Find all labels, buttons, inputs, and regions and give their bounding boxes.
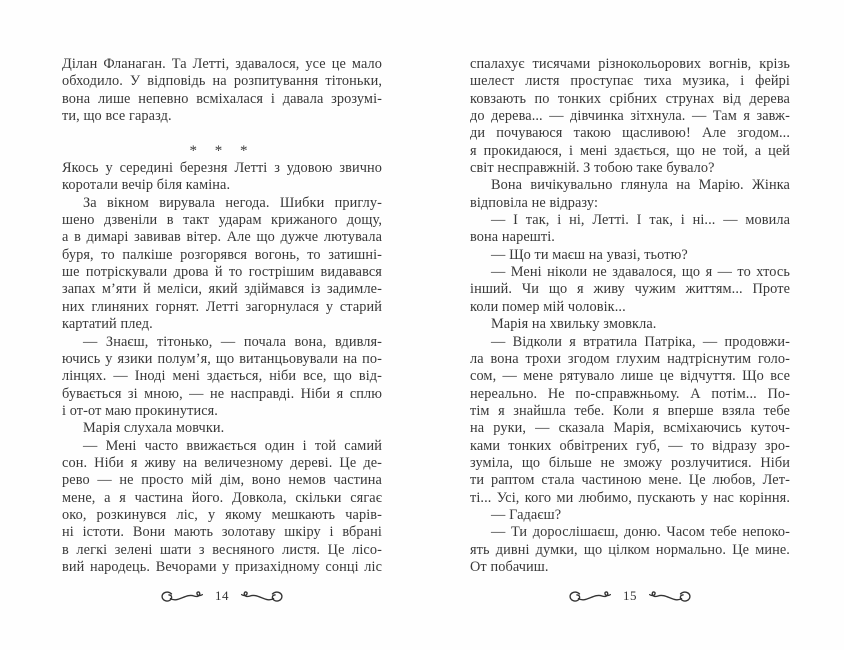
text-line: Якось у середині березня Летті з удовою звично	[62, 160, 383, 177]
text-line: Вона вичікувально глянула на Марію. Жінка	[491, 177, 790, 194]
page-right-footer	[470, 588, 790, 604]
text-line: ять дивні думки, що цілком нормально. Це мине.	[470, 541, 790, 558]
text-line: тім я знайшла тебе. Коли я вперше взяла тебе	[470, 402, 790, 419]
text-line: — Мені ніколи не здавалося, що я — то хтось	[491, 264, 790, 281]
text-line: — Що ти маєш на увазі, тьотю?	[491, 246, 688, 263]
page-number: 14	[215, 588, 229, 603]
text-line: я прокидаюся, і мені здається, що не той, а цей	[470, 142, 791, 159]
text-line: ла вона трохи згодом глухим надтріснутим голо-	[470, 350, 790, 367]
text-line: вона лише непевно всміхалася і давала зрозумі-	[62, 90, 383, 107]
text-line: бувається зі мною, — не насправді. Ніби я сплю	[62, 385, 382, 402]
blank-line	[62, 125, 382, 142]
text-line: ти, що все гаразд.	[62, 108, 172, 125]
text-line: а в димарі завивав вітер. Але що дужче лютувала	[62, 229, 383, 246]
text-line: лінцях. — Іноді мені здається, ніби все, що від-	[62, 368, 383, 385]
text-line: на руки, — сказала Марія, всміхаючись куточ-	[470, 420, 790, 437]
text-line: ті... Усі, кого ми любимо, пускають у нас коріння.	[470, 489, 791, 506]
text-line: — Ти дорослішаєш, доню. Часом тебе непоко-	[491, 524, 790, 541]
text-line: до дерева... — дівчинка зітхнула. — Там я завж-	[470, 108, 790, 125]
text-line: буря, то палкіше розгорявся вогонь, то затишні-	[62, 246, 382, 263]
text-line: сом, — мене рятувало лише це відчуття. Що все	[470, 368, 791, 385]
text-line: Марія на хвильку змовкла.	[491, 316, 657, 333]
text-line: ні істоти. Вони мають золотаву шкіру і вбрані	[62, 524, 382, 541]
text-line: Ділан Фланаган. Та Летті, здавалося, усе це мало	[62, 56, 383, 72]
text-line: відповіла не відразу:	[470, 194, 599, 211]
text-line: спалахує тисячами різнокольорових вогнів, крізь	[470, 56, 790, 72]
text-line: — Мені часто ввижається один і той самий	[83, 437, 382, 454]
text-line: них глиняних горнят. Летті загорнулася у старий	[62, 298, 383, 315]
text-line: обходило. У відповідь на розпитування тітоньки,	[62, 73, 383, 90]
text-line: вий народець. Вечорами у призахідному сонці ліс	[62, 558, 383, 575]
text-line: шелест листя проступає тиха музика, і фейрі	[470, 73, 791, 90]
text-line: Марія слухала мовчки.	[83, 420, 225, 437]
text-line: нереально. Не по-справжньому. А потім... По-	[470, 385, 791, 402]
page-number: 15	[623, 588, 637, 603]
text-line: ди почуваюся такою щасливою! Але згодом...	[470, 125, 790, 142]
text-line: світ несправжній. З тобою таке бувало?	[470, 160, 715, 177]
text-line: коли помер мій чоловік...	[470, 298, 626, 315]
text-line: в легкі зелені шати з весняного листя. Це лісо-	[62, 541, 382, 558]
page-left-text	[62, 56, 382, 576]
flourish-right-icon	[646, 589, 692, 604]
text-line: і от-от маю прокинутися.	[62, 402, 218, 419]
flourish-right-icon	[238, 589, 284, 604]
text-line: — І так, і ні, Летті. І так, і ні... — мовила	[491, 212, 791, 229]
text-line: ковзають по тонких срібних струнах від дерева	[470, 90, 790, 107]
text-line: зуміла, що більше не зможу розлучитися. Ніби	[470, 454, 790, 471]
text-line: рево — не просто мій дім, воно немов частина	[62, 472, 382, 489]
text-line: мене, а я частина його. Довкола, скільки сягає	[62, 489, 382, 506]
text-line: коротали вечір біля каміна.	[62, 177, 231, 194]
text-line: інший. Чи що я живу чужим життям... Проте	[470, 281, 791, 298]
flourish-left-icon	[160, 589, 206, 604]
text-line: От побачиш.	[470, 558, 549, 575]
page-right	[470, 56, 790, 616]
text-line: око, розкинувся ліс, у якому мешкають чарів-	[62, 506, 382, 523]
flourish-left-icon	[568, 589, 614, 604]
text-line: ше потріскували дрова й то гострішим видавався	[62, 264, 382, 281]
page-left	[62, 56, 382, 616]
section-break: * * *	[189, 142, 255, 159]
page-right-text	[470, 56, 790, 576]
text-line: картатий плед.	[62, 316, 153, 333]
text-line: — Знаєш, тітонько, — почала вона, вдивля-	[83, 333, 383, 350]
text-line: вона нарешті.	[470, 229, 555, 246]
text-line: ючись у язики полум’я, що витанцьовували на по-	[62, 350, 382, 367]
text-line: ти раптом стала частиною мене. Це любов, Лет-	[470, 472, 790, 489]
text-line: За вікном вирувала негода. Шибки приглу-	[83, 194, 383, 211]
page-left-footer	[62, 588, 382, 604]
text-line: запах м’яти й меліси, який здіймався із задимле-	[62, 281, 382, 298]
text-line: — Гадаєш?	[491, 506, 562, 523]
text-line: шено дзвеніли в такт ударам крижаного дощу,	[62, 212, 382, 229]
text-line: сон. Ніби я живу на величезному дереві. Це де-	[62, 454, 383, 471]
text-line: — Відколи я втратила Патріка, — продовжи-	[491, 333, 790, 350]
text-line: ками тонких обвітрених губ, — то відразу зро-	[470, 437, 791, 454]
